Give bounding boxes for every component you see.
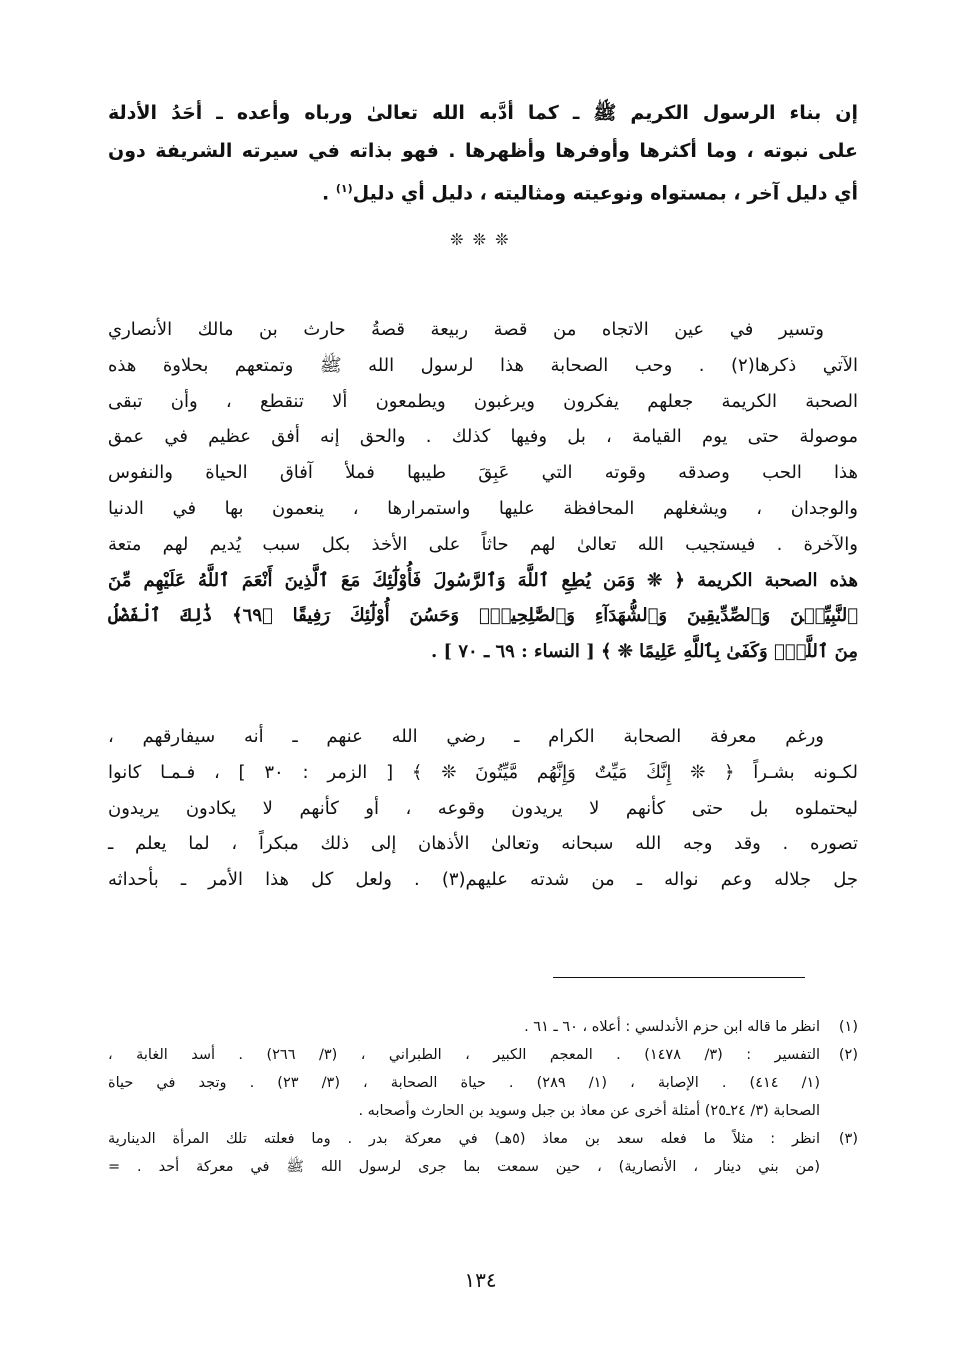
quran-verse-line: هذه الصحبة الكريمة ﴿ ❊ وَمَن يُطِعِ ٱللَّهَ وَٱلرَّسُولَ فَأُوْلَٰٓئِكَ مَعَ ٱلَّذِينَ أَنْعَمَ ٱللَّهُ عَلَيْهِم مِّنَ xyxy=(108,569,858,591)
quran-verse-line: ٱلنَّبِيِّـۧنَ وَٱلصِّدِّيقِينَ وَٱلشُّهَدَآءِ وَٱلصَّٰلِحِينَۚ وَحَسُنَ أُوْلَٰٓئِكَ رَفِيقًا ﴿٦٩﴾ ذَٰلِكَ ٱلْفَضْلُ xyxy=(108,605,858,627)
text-line-content: أي دليل آخر ، بمستواه ونوعيته ومثاليته ، دليل أي دليل xyxy=(352,182,858,205)
footnote-line: التفسير : (٣/ ١٤٧٨) . المعجم الكبير ، الطبراني ، (٣/ ٢٦٦) . أسد الغابة ، xyxy=(108,1047,821,1063)
text-line: ورغم معرفة الصحابة الكرام ـ رضي الله عنهم ـ أنه سيفارقهم ، xyxy=(108,726,824,747)
footnote-line: انظر ما قاله ابن حزم الأندلسي : أعلاه ، ٦٠ ـ ٦١ . xyxy=(524,1019,820,1035)
text-line: هذا الحب وصدقه وقوته التي عَبِقَ طيبها فملأ آفاق الحياة والنفوس xyxy=(108,462,858,484)
footnote-line: الصحابة (٣/ ٢٤ـ٢٥) أمثلة أخرى عن معاذ بن جبل وسويد بن الحارث وأصحابه . xyxy=(358,1103,820,1119)
text-line: لكـونه بشـراً ﴿ ❊ إِنَّكَ مَيِّتٌ وَإِنَّهُم مَّيِّتُونَ ❊ ﴾ [ الزمر : ٣٠ ] ، فـمـا كانوا xyxy=(108,761,859,783)
section-separator: ❊ ❊ ❊ xyxy=(450,230,511,249)
quran-verse-line: مِنَ ٱللَّهِۚ وَكَفَىٰ بِٱللَّهِ عَلِيمًا ❊ ﴾ [ النساء : ٦٩ ـ ٧٠ ] . xyxy=(431,641,858,663)
footnote-line: انظر : مثلاً ما فعله سعد بن معاذ (٥هـ) في معركة بدر . وما فعلته تلك المرأة الدينارية xyxy=(108,1131,820,1147)
paragraph-2 xyxy=(108,312,858,670)
text-line: ليحتملوه بل حتى كأنهم لا يريدون وقوعه ، أو كأنهم لا يكادون يريدون xyxy=(108,797,858,819)
footnote-separator xyxy=(553,977,805,978)
footnote-line: (١/ ٤١٤) . الإصابة ، (١/ ٢٨٩) . حياة الصحابة ، (٣/ ٢٣) . وتجد في حياة xyxy=(108,1075,820,1091)
text-line: على نبوته ، وما أكثرها وأوفرها وأظهرها . فهو بذاته في سيرته الشريفة دون xyxy=(108,140,858,162)
footnote-number: (٣) xyxy=(838,1131,858,1147)
footnote-number: (٢) xyxy=(838,1047,858,1063)
footnote-2 xyxy=(108,1041,858,1125)
text-line: موصولة حتى يوم القيامة ، بل وفيها كذلك . والحق إنه أفق عظيم في عمق xyxy=(108,426,858,448)
footnote-line: (من بني دينار ، الأنصارية) ، حين سمعت بما جرى لرسول الله ﷺ في معركة أحد . = xyxy=(108,1159,820,1175)
footnotes xyxy=(108,1013,858,1181)
footnote-3 xyxy=(108,1125,858,1181)
footnote-ref-1[interactable]: (١) xyxy=(335,182,353,195)
text-line: والوجدان ، ويشغلهم المحافظة عليها واستمرارها ، ينعمون بها في الدنيا xyxy=(108,497,858,519)
text-line: الصحبة الكريمة جعلهم يفكرون ويرغبون ويطمعون ألا تنقطع ، وأن تبقى xyxy=(108,390,858,412)
footnote-1 xyxy=(108,1013,858,1041)
text-line: جل جلاله وعم نواله ـ من شدته عليهم(٣) . ولعل كل هذا الأمر ـ بأحداثه xyxy=(108,869,859,891)
text-line: وتسير في عين الاتجاه من قصة ربيعة قصةُ حارث بن مالك الأنصاري xyxy=(108,319,824,340)
page-number: ١٣٤ xyxy=(464,1268,497,1292)
period: . xyxy=(322,182,336,205)
footnote-number: (١) xyxy=(838,1019,858,1035)
paragraph-3 xyxy=(108,719,858,898)
text-line: إن بناء الرسول الكريم ﷺ ـ كما أدَّبه الله تعالىٰ ورباه وأعده ـ أحَدُ الأدلة xyxy=(108,102,858,124)
intro-paragraph xyxy=(108,94,858,212)
text-line: والآخرة . فيستجيب الله تعالىٰ لهم حاثاً على الأخذ بكل سبب يُديم لهم متعة xyxy=(108,533,858,555)
text-line: تصوره . وقد وجه الله سبحانه وتعالىٰ الأذهان إلى ذلك مبكراً ، لما يعلم ـ xyxy=(108,833,858,855)
text-line xyxy=(108,170,858,212)
text-line: الآتي ذكرها(٢) . وحب الصحابة هذا لرسول الله ﷺ وتمتعهم بحلاوة هذه xyxy=(108,354,858,376)
